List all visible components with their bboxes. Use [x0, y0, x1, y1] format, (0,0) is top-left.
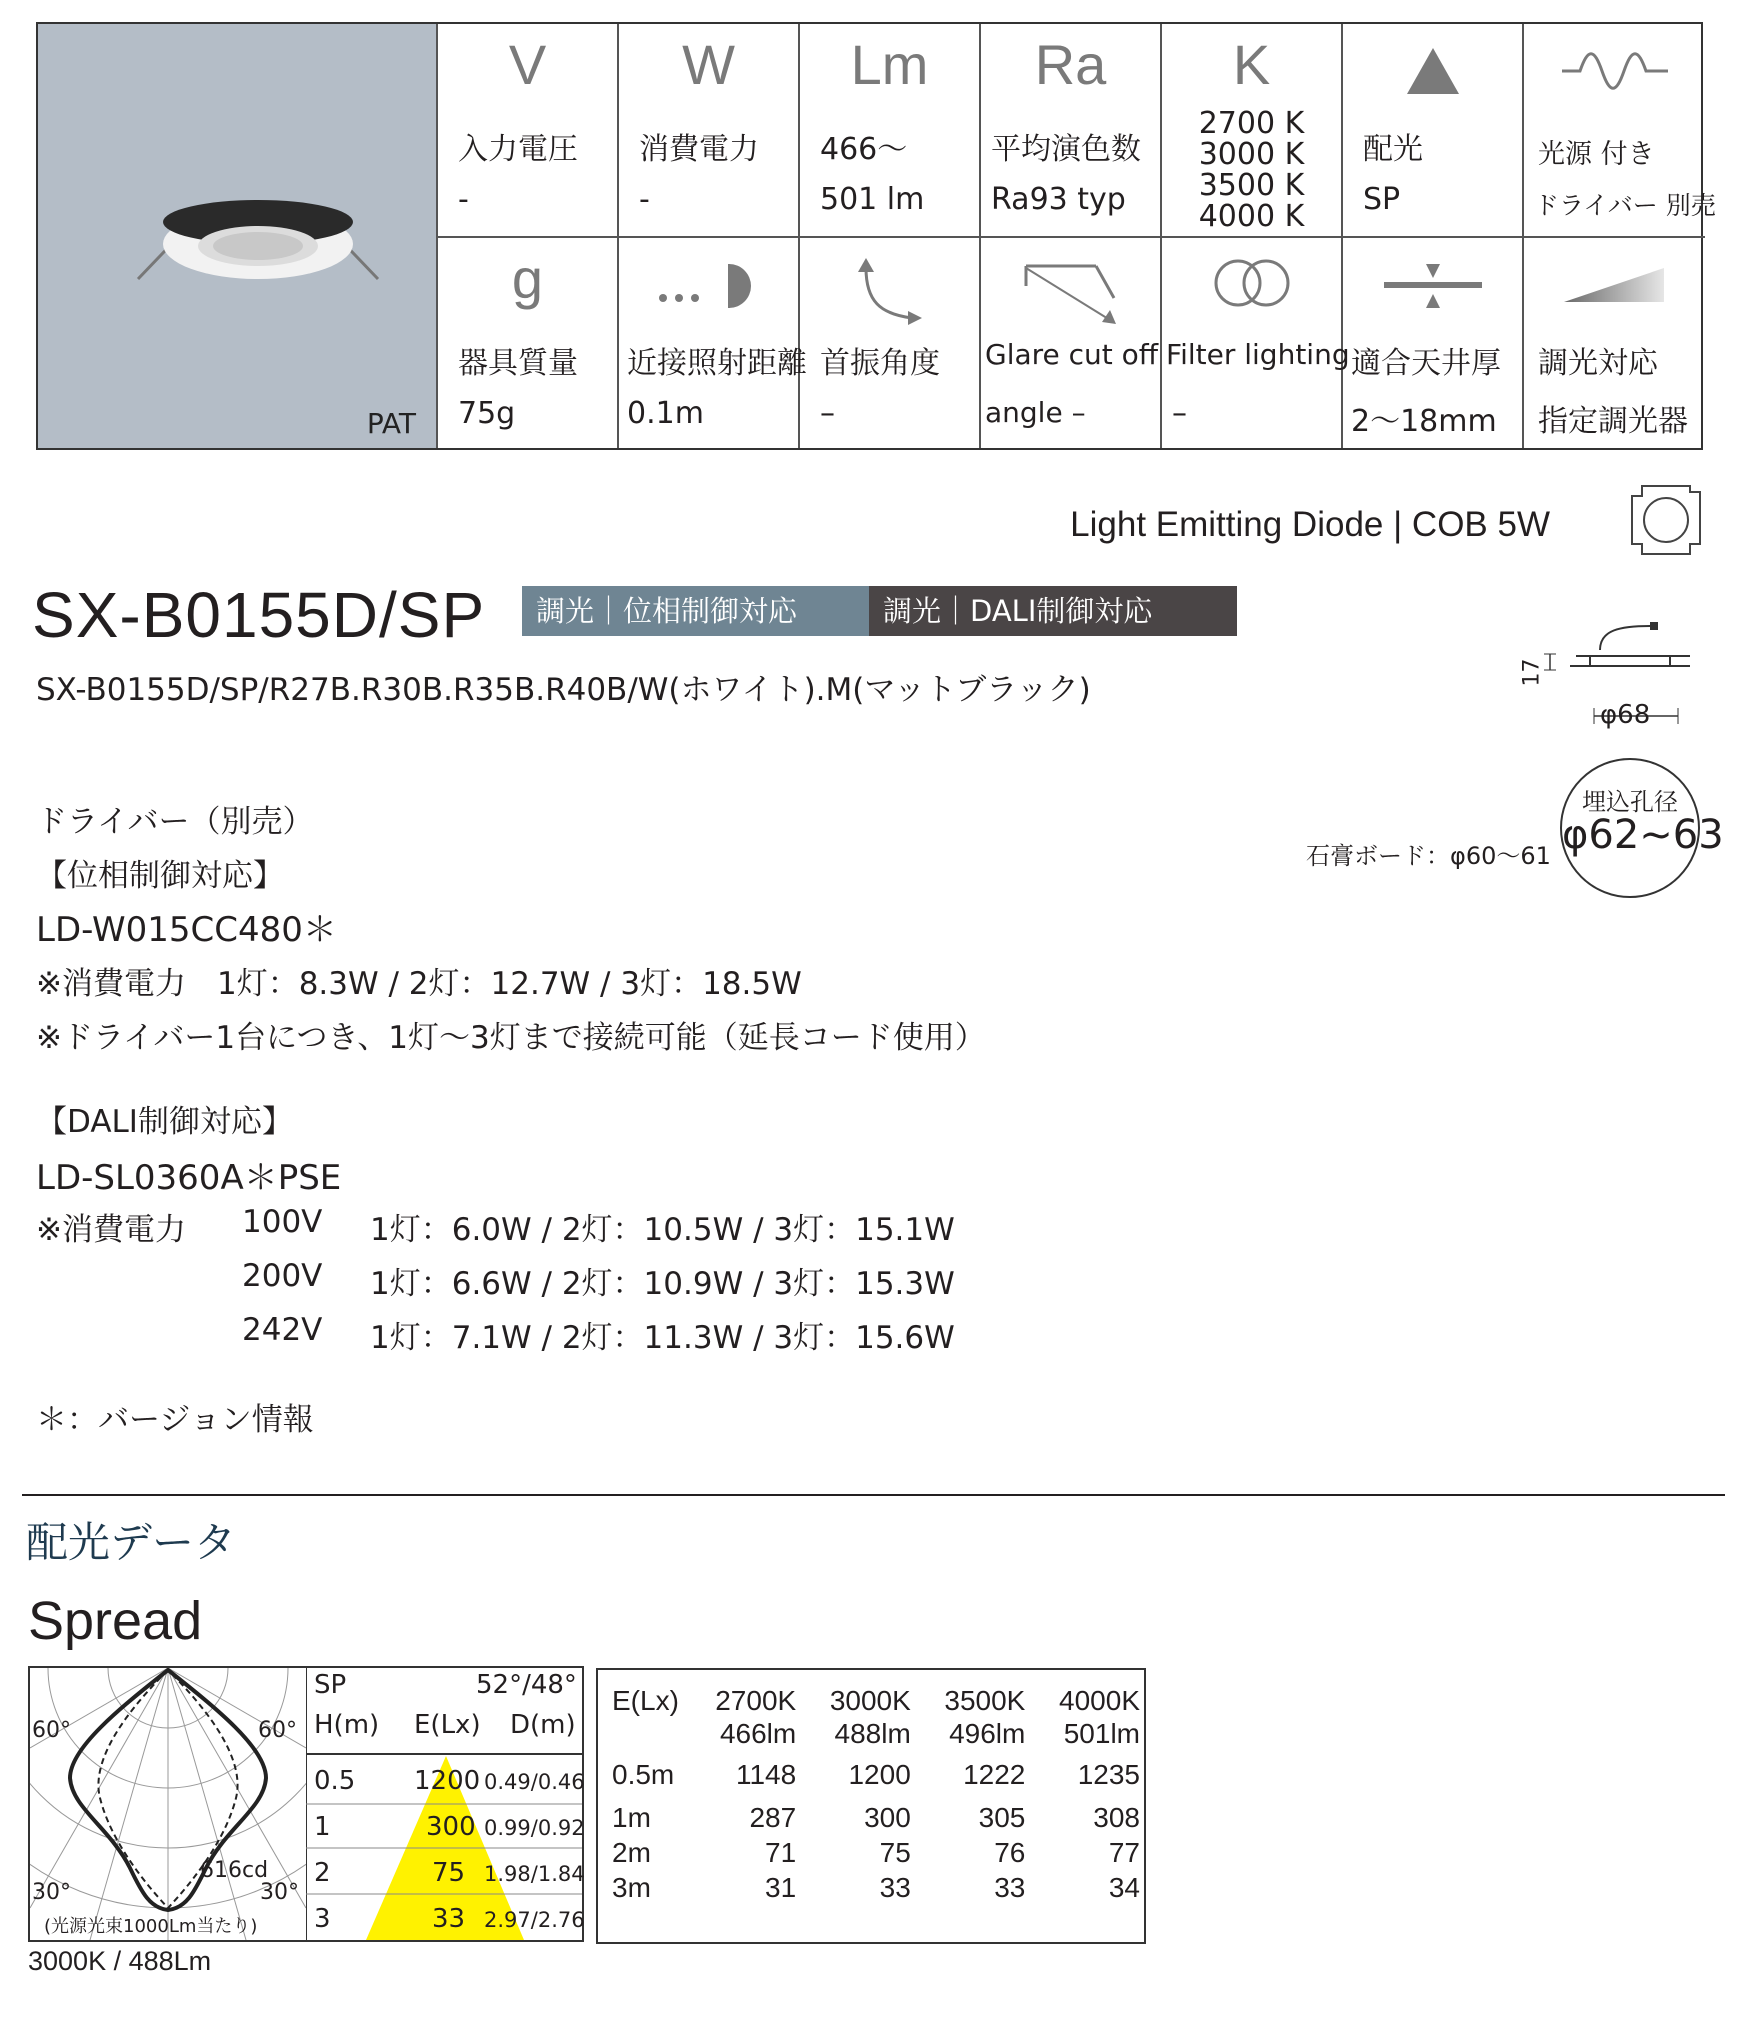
spec-near-distance [619, 236, 807, 448]
lux-cell: 308 [1093, 1801, 1140, 1833]
dali-voltage-242: 242V [242, 1312, 323, 1348]
lux-h1-1: 2700K [715, 1684, 797, 1716]
lux-header-row [608, 1684, 1144, 1717]
lumen-label: 466〜 [820, 132, 908, 167]
kelvin-symbol: K [1232, 33, 1271, 96]
row-e-3: 33 [432, 1904, 466, 1934]
tilt-value: – [820, 396, 835, 431]
voltage-symbol: V [508, 33, 547, 96]
glare-arrow-icon [1016, 258, 1126, 328]
lux-h1-0: E(Lx) [612, 1684, 679, 1716]
dimming-label: 調光対応 [1538, 346, 1658, 381]
lux-cell: 76 [994, 1836, 1026, 1868]
sine-wave-icon [1560, 46, 1670, 96]
cob-icon [1628, 482, 1704, 558]
lumen-value: 501 lm [820, 182, 925, 217]
dim-diameter: φ68 [1600, 700, 1651, 730]
filter-label: Filter lighting [1166, 338, 1350, 371]
spec-lumen [800, 24, 981, 236]
section-divider [22, 1494, 1725, 1496]
glare-label: Glare cut off [985, 338, 1159, 371]
dali-model: LD-SL0360A＊PSE [36, 1158, 342, 1198]
lux-h2-4: 501lm [1063, 1717, 1140, 1749]
lux-cell: 305 [978, 1801, 1026, 1833]
lux-h2-0 [608, 1717, 694, 1750]
badge-dali-control: 調光｜DALI制御対応 [869, 586, 1237, 636]
spec-dimming [1524, 236, 1705, 448]
tilt-label: 首振角度 [820, 346, 940, 381]
phase-model: LD-W015CC480＊ [36, 910, 337, 950]
distribution-label: 配光 [1363, 132, 1423, 167]
lux-cell: 71 [765, 1836, 797, 1868]
light-source-text: Light Emitting Diode | COB 5W [1070, 505, 1550, 544]
kelvin-3000: 3000 K [1198, 137, 1305, 172]
filter-value: – [1172, 396, 1187, 431]
lux-cell: 1200 [848, 1759, 911, 1790]
cri-symbol: Ra [1034, 33, 1107, 96]
source-value: ドライバー 別売 [1534, 191, 1716, 220]
lux-cell: 1148 [735, 1759, 797, 1790]
dali-voltage-200: 200V [242, 1258, 323, 1294]
dots-halfmoon-icon [649, 260, 769, 310]
row-d-0: 0.49/0.46 [484, 1770, 585, 1794]
row-d-2: 1.98/1.84 [484, 1862, 585, 1886]
spec-filter [1162, 236, 1350, 448]
lumen-symbol: Lm [850, 33, 929, 96]
weight-label: 器具質量 [458, 346, 578, 381]
angle-60-right: 60° [258, 1718, 297, 1743]
lux-h2-3: 496lm [949, 1717, 1026, 1749]
ceiling-label: 適合天井厚 [1351, 346, 1501, 381]
dali-power-200: 1灯：6.6W / 2灯：10.9W / 3灯：15.3W [370, 1266, 955, 1302]
board-size: 石膏ボード：φ60〜61 [1306, 842, 1551, 870]
power-value: - [639, 182, 650, 217]
badge-phase-control: 調光｜位相制御対応 [522, 586, 882, 636]
phase-power: ※消費電力 1灯：8.3W / 2灯：12.7W / 3灯：18.5W [36, 966, 802, 1002]
dim-height: 17 [1519, 658, 1545, 687]
glare-value: angle – [985, 396, 1086, 429]
phase-heading: 【位相制御対応】 [36, 858, 284, 894]
photo-label: PAT [366, 407, 416, 440]
dimming-value: 指定調光器 [1538, 404, 1688, 439]
col-height: H(m) [314, 1710, 380, 1740]
lux-cell: 77 [1108, 1836, 1140, 1868]
spec-cri [981, 24, 1162, 236]
lux-cell: 34 [1108, 1871, 1140, 1903]
spec-color-temp [1162, 24, 1343, 236]
row-h-3: 3 [314, 1904, 331, 1934]
col-illuminance: E(Lx) [414, 1710, 481, 1740]
kelvin-3500: 3500 K [1198, 168, 1305, 203]
source-label: 光源 付き [1538, 139, 1655, 170]
lux-cell: 31 [765, 1871, 797, 1903]
voltage-label: 入力電圧 [458, 132, 578, 167]
lux-grid [608, 1684, 1144, 1905]
lux-h1-4: 4000K [1059, 1684, 1140, 1716]
chart-caption: 3000K / 488Lm [28, 1946, 212, 1976]
hole-circle [1560, 758, 1724, 898]
beam-type: SP [314, 1670, 347, 1700]
lux-cell: 3m [612, 1871, 651, 1903]
table-row [608, 1870, 1144, 1905]
spec-table [36, 22, 1716, 450]
row-d-1: 0.99/0.92 [484, 1816, 585, 1840]
double-circle-icon [1202, 258, 1302, 308]
spread-title: Spread [28, 1591, 203, 1651]
row-e-2: 75 [432, 1858, 466, 1888]
downlight-image [128, 184, 388, 304]
lux-cell: 1222 [963, 1759, 1026, 1790]
beam-angle: 52°/48° [476, 1670, 577, 1700]
candela-value: 616cd [200, 1858, 269, 1883]
lux-h1-3: 3500K [944, 1684, 1026, 1716]
section-title: 配光データ [26, 1518, 237, 1567]
spec-power [619, 24, 800, 236]
angle-30-right: 30° [260, 1880, 299, 1905]
spec-ceiling-thickness [1343, 236, 1524, 448]
row-e-1: 300 [426, 1812, 476, 1842]
lux-cell: 287 [749, 1801, 797, 1833]
driver-heading: ドライバー（別売） [36, 804, 314, 840]
dali-power-label: ※消費電力 [36, 1212, 186, 1248]
polar-note: (光源光束1000Lm当たり) [44, 1916, 258, 1937]
product-photo [38, 24, 438, 448]
cri-value: Ra93 typ [991, 182, 1126, 217]
col-diameter: D(m) [510, 1710, 576, 1740]
angle-30-left: 30° [32, 1880, 71, 1905]
spec-weight [438, 236, 619, 448]
lux-cell: 33 [994, 1871, 1026, 1903]
spec-light-source [1524, 24, 1716, 236]
lux-h2-2: 488lm [834, 1717, 911, 1749]
lux-h1-2: 3000K [829, 1684, 911, 1716]
dali-heading: 【DALI制御対応】 [36, 1104, 293, 1140]
model-number: SX-B0155D/SP [32, 579, 486, 651]
version-note: ＊：バージョン情報 [36, 1402, 314, 1438]
power-symbol: W [682, 33, 735, 96]
lux-cell: 1235 [1077, 1759, 1140, 1790]
table-row [608, 1835, 1144, 1870]
hole-label: 埋込孔径 [1582, 788, 1678, 816]
dali-power-100: 1灯：6.0W / 2灯：10.5W / 3灯：15.1W [370, 1212, 955, 1248]
power-label: 消費電力 [639, 132, 759, 167]
weight-symbol: g [511, 247, 544, 310]
near-distance-value: 0.1m [627, 396, 704, 431]
spec-voltage [438, 24, 619, 236]
ceiling-value: 2〜18mm [1351, 404, 1497, 439]
cone-table [306, 1666, 584, 1942]
curved-arrow-icon [850, 256, 930, 326]
hole-size: φ62~63 [1562, 812, 1724, 858]
voltage-value: - [458, 182, 469, 217]
kelvin-values [1162, 108, 1341, 232]
phase-note: ※ドライバー1台につき、1灯〜3灯まで接続可能（延長コード使用） [36, 1020, 986, 1056]
dali-voltage-100: 100V [242, 1204, 323, 1240]
lux-cell: 75 [879, 1836, 911, 1868]
cri-label: 平均演色数 [991, 132, 1141, 167]
triangle-icon [1403, 46, 1463, 96]
lux-table [596, 1668, 1146, 1944]
ceiling-thickness-icon [1378, 258, 1488, 318]
lux-cell: 2m [612, 1836, 651, 1868]
dimming-wedge-icon [1560, 266, 1670, 306]
lux-cell: 33 [879, 1871, 911, 1903]
lux-subheader-row [608, 1717, 1144, 1750]
row-e-0: 1200 [414, 1766, 481, 1796]
table-row [608, 1800, 1144, 1835]
cone-graphic [306, 1666, 584, 1942]
lux-cell: 1m [612, 1801, 651, 1833]
spec-glare-cut [981, 236, 1162, 448]
lux-cell: 0.5m [612, 1759, 675, 1790]
lux-h2-1: 466lm [719, 1717, 797, 1749]
kelvin-2700: 2700 K [1198, 106, 1305, 141]
kelvin-4000: 4000 K [1198, 199, 1305, 234]
weight-value: 75g [458, 396, 516, 431]
row-h-1: 1 [314, 1812, 331, 1842]
row-h-0: 0.5 [314, 1766, 356, 1796]
near-distance-label: 近接照射距離 [627, 346, 807, 381]
spec-distribution [1343, 24, 1524, 236]
row-d-3: 2.97/2.76 [484, 1908, 585, 1932]
angle-60-left: 60° [32, 1718, 71, 1743]
lux-cell: 300 [864, 1801, 911, 1833]
table-row [608, 1750, 1144, 1800]
dali-power-242: 1灯：7.1W / 2灯：11.3W / 3灯：15.6W [370, 1320, 955, 1356]
row-h-2: 2 [314, 1858, 331, 1888]
distribution-value: SP [1363, 182, 1401, 217]
model-variants: SX-B0155D/SP/R27B.R30B.R35B.R40B/W(ホワイト).M(マットブラック) [36, 672, 1091, 708]
spec-tilt-angle [800, 236, 981, 448]
